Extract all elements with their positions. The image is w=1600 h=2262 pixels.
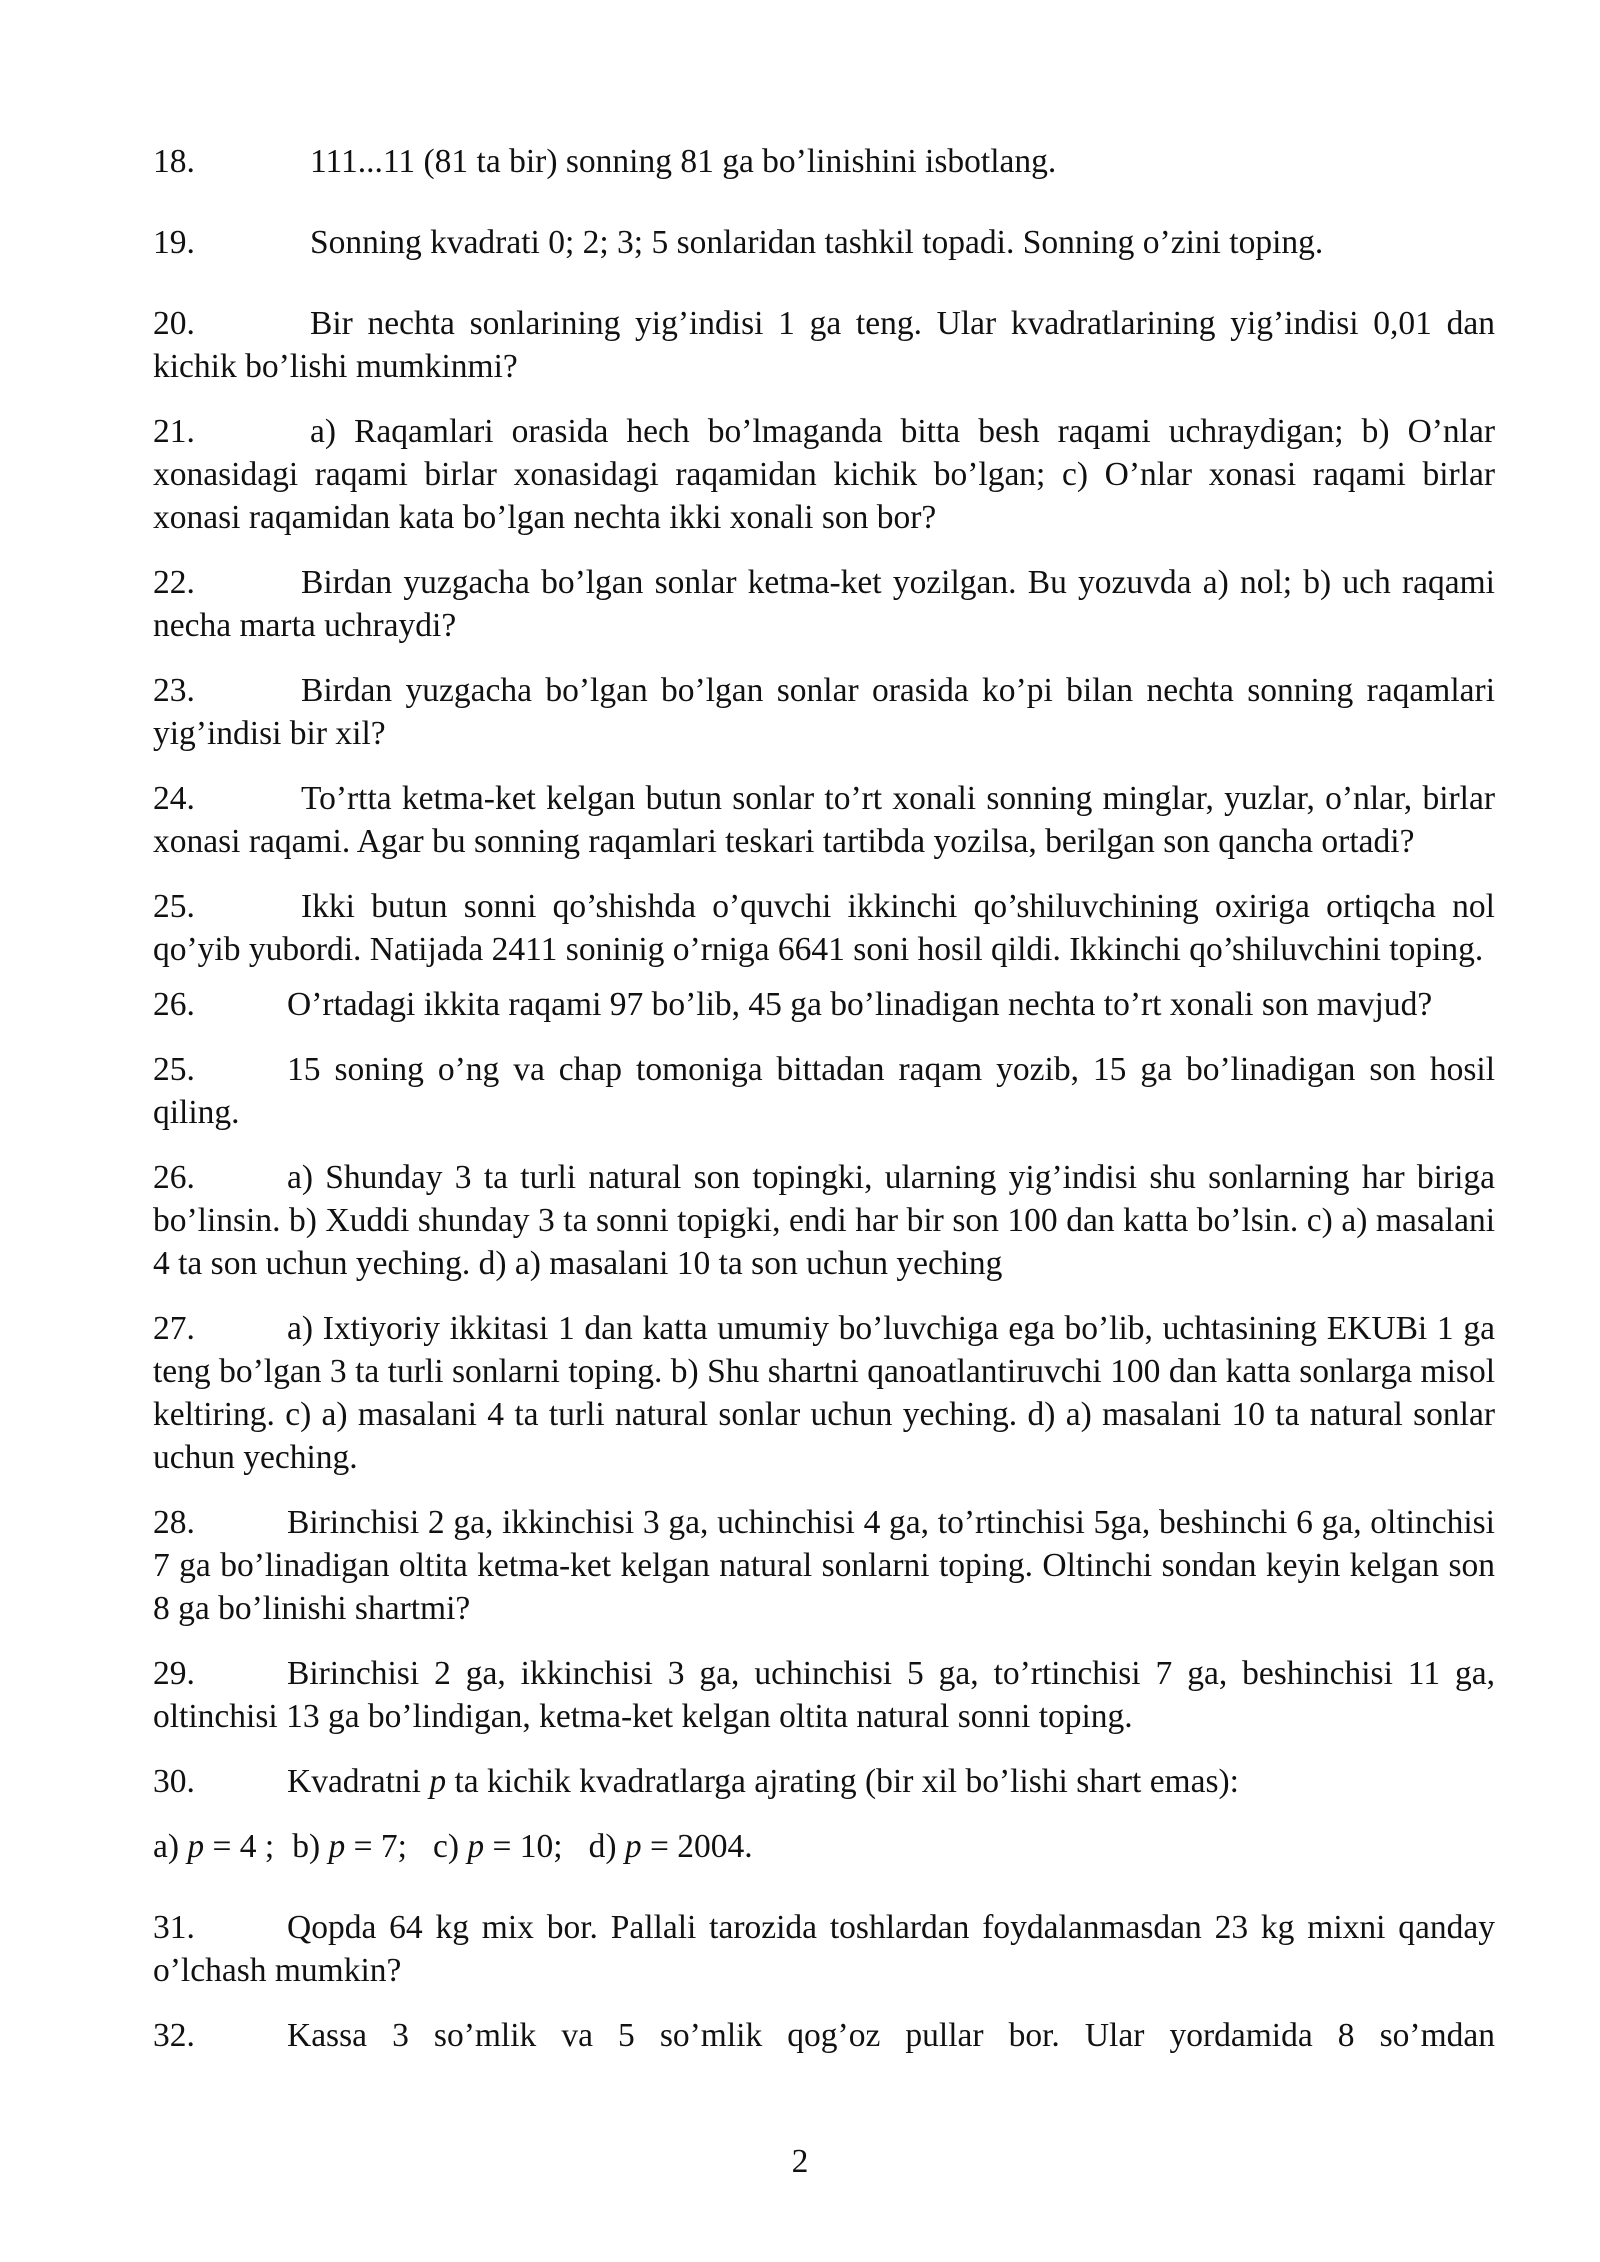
problem-text-before: Kvadratni [287,1763,430,1800]
option-d: d) p = 2004. [588,1828,753,1865]
problem-text: a) Raqamlari orasida hech bo’lmaganda bitta besh raqami uchraydigan; b) O’nlar xonasidagi raqami birlar xonasidagi raqamidan kichik bo’lgan; c) O’nlar xonasi raqami birlar xonasi raqamidan kata bo’lgan nechta ikki xonali son bor? [153,413,1495,536]
problem-number: 23. [153,672,195,709]
problem-number: 32. [153,2017,195,2054]
problem-number: 20. [153,305,195,342]
problem-number: 18. [153,143,195,180]
page-number: 2 [791,2143,809,2180]
problem-text: O’rtadagi ikkita raqami 97 bo’lib, 45 ga bo’linadigan nechta to’rt xonali son mavjud? [287,986,1433,1023]
problem-29 [153,1652,1495,1738]
option-c: c) p = 10; [432,1828,563,1865]
problem-18 [153,140,1495,183]
problem-number: 28. [153,1504,195,1541]
problem-text: Birdan yuzgacha bo’lgan bo’lgan sonlar orasida ko’pi bilan nechta sonning raqamlari yig’indisi bir xil? [153,672,1495,752]
problem-text: 15 soning o’ng va chap tomoniga bittadan raqam yozib, 15 ga bo’linadigan son hosil qiling. [153,1051,1495,1131]
problem-text: a) Ixtiyoriy ikkitasi 1 dan katta umumiy bo’luvchiga ega bo’lib, uchtasining EKUBi 1 ga teng bo’lgan 3 ta turli sonlarni toping. b) Shu shartni qanoatlantiruvchi 100 dan katta sonlarga misol keltiring. c) a) masalani 4 ta turli natural sonlar uchun yeching. d) a) masalani 10 ta natural sonlar uchun yeching. [153,1310,1495,1476]
problem-25 [153,885,1495,971]
problem-text: a) Shunday 3 ta turli natural son topingki, ularning yig’indisi shu sonlarning har biriga bo’linsin. b) Xuddi shunday 3 ta sonni topigki, endi har bir son 100 dan katta bo’lsin. c) a) masalani 4 ta son uchun yeching. d) a) masalani 10 ta son uchun yeching [153,1159,1495,1282]
problem-text: Ikki butun sonni qo’shishda o’quvchi ikkinchi qo’shiluvchining oxiriga ortiqcha nol qo’yib yubordi. Natijada 2411 soninig o’rniga 6641 soni hosil qildi. Ikkinchi qo’shiluvchini toping. [153,888,1495,968]
problem-21 [153,410,1495,539]
problem-32 [153,2014,1495,2057]
problem-text: Kassa 3 so’mlik va 5 so’mlik qog’oz pullar bor. Ular yordamida 8 so’mdan [287,2017,1495,2054]
problem-20 [153,302,1495,388]
problem-text: Birinchisi 2 ga, ikkinchisi 3 ga, uchinchisi 5 ga, to’rtinchisi 7 ga, beshinchisi 11 ga, oltinchisi 13 ga bo’lindigan, ketma-ket kelgan oltita natural sonni toping. [153,1655,1495,1735]
problem-text-after: ta kichik kvadratlarga ajrating (bir xil bo’lishi shart emas): [446,1763,1239,1800]
problem-22 [153,561,1495,647]
problem-number: 25. [153,1051,195,1088]
problem-26b [153,1156,1495,1285]
problem-text: Sonning kvadrati 0; 2; 3; 5 sonlaridan tashkil topadi. Sonning o’zini toping. [310,224,1324,261]
problem-19 [153,221,1495,264]
problem-30-options [153,1825,1495,1868]
problem-number: 24. [153,780,195,817]
problem-number: 29. [153,1655,195,1692]
problem-25b [153,1048,1495,1134]
problem-23 [153,669,1495,755]
problem-text: Qopda 64 kg mix bor. Pallali tarozida toshlardan foydalanmasdan 23 kg mixni qanday o’lchash mumkin? [153,1909,1495,1989]
problem-26 [153,983,1495,1026]
problem-text: Birinchisi 2 ga, ikkinchisi 3 ga, uchinchisi 4 ga, to’rtinchisi 5ga, beshinchi 6 ga, oltinchisi 7 ga bo’linadigan oltita ketma-ket kelgan natural sonlarni toping. Oltinchi sondan keyin kelgan son 8 ga bo’linishi shartmi? [153,1504,1495,1627]
problem-28 [153,1501,1495,1630]
problem-number: 21. [153,413,195,450]
problem-number: 19. [153,224,195,261]
document-page [153,140,1495,2057]
problem-number: 22. [153,564,195,601]
problem-text: Birdan yuzgacha bo’lgan sonlar ketma-ket yozilgan. Bu yozuvda a) nol; b) uch raqami necha marta uchraydi? [153,564,1495,644]
problem-number: 26. [153,986,195,1023]
problem-number: 31. [153,1909,195,1946]
problem-text: Bir nechta sonlarining yig’indisi 1 ga teng. Ular kvadratlarining yig’indisi 0,01 dan kichik bo’lishi mumkinmi? [153,305,1495,385]
problem-number: 30. [153,1763,195,1800]
option-a: a) p = 4 ; [153,1828,275,1865]
problem-text: To’rtta ketma-ket kelgan butun sonlar to’rt xonali sonning minglar, yuzlar, o’nlar, birlar xonasi raqami. Agar bu sonning raqamlari teskari tartibda yozilsa, berilgan son qancha ortadi? [153,780,1495,860]
problem-30 [153,1760,1495,1803]
problem-number: 26. [153,1159,195,1196]
problem-number: 27. [153,1310,195,1347]
problem-24 [153,777,1495,863]
option-b: b) p = 7; [292,1828,407,1865]
problem-27 [153,1307,1495,1479]
problem-31 [153,1906,1495,1992]
problem-number: 25. [153,888,195,925]
variable-p: p [429,1763,447,1800]
problem-text: 111...11 (81 ta bir) sonning 81 ga bo’linishini isbotlang. [310,143,1057,180]
